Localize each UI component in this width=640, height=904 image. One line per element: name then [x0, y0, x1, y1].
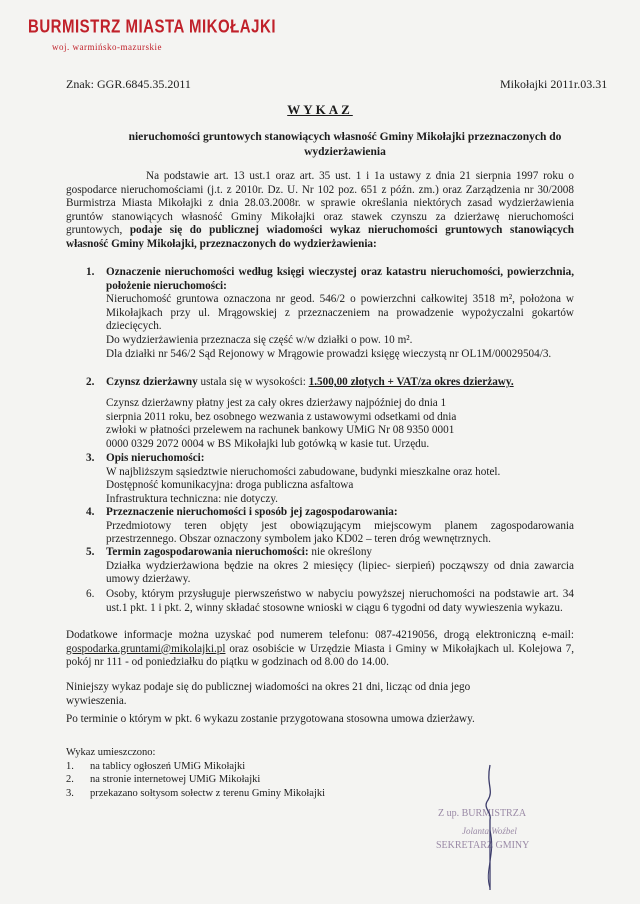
item-heading: Przeznaczenie nieruchomości i sposób jej zagospodarowania: [106, 506, 398, 518]
signature-stamp-line3: SEKRETARZ GMINY [436, 840, 530, 851]
item-text: Dostępność komunikacyjna: droga publiczna asfaltowa [106, 479, 354, 492]
item-text: Do wydzierżawienia przeznacza się część w/w działki o pow. 10 m². [106, 333, 413, 346]
item-heading: Oznaczenie nieruchomości według księgi wieczystej oraz katastru nieruchomości, powierzchnia, położenie nieruchomości: [106, 266, 574, 292]
posted-list-title: Wykaz umieszczono: [66, 747, 156, 758]
item-number: 1. [86, 266, 95, 278]
item-text: ustala się w wysokości: [197, 376, 309, 388]
handwritten-signature [460, 760, 520, 900]
signature-stamp-line2: Jolanta Woźbel [462, 826, 517, 836]
contact-email-link[interactable]: gospodarka.gruntami@mikolajki.pl [66, 642, 226, 655]
item-text: nie określony [308, 546, 373, 558]
intro-paragraph [66, 170, 574, 252]
item-number: 1. [66, 760, 74, 772]
signature-stamp-line1: Z up. BURMISTRZA [438, 808, 527, 819]
item-text: Infrastruktura techniczna: nie dotyczy. [106, 492, 278, 505]
item-text: Dla działki nr 546/2 Sąd Rejonowy w Mrągowie prowadzi księgę wieczystą nr OL1M/00029504/3. [106, 347, 552, 360]
item-number: 3. [66, 787, 74, 799]
intro-bold-text: podaje się do publicznej wiadomości wykaz nieruchomości gruntowych stanowiących własność Gminy Mikołajki, przeznaczonych do wydzierżawienia: [66, 224, 574, 250]
list-item-4 [86, 506, 574, 547]
contact-text: Dodatkowe informacje można uzyskać pod numerem telefonu: 087-4219056, drogą elektroniczną e-mail: [66, 629, 574, 641]
stamp-header: BURMISTRZ MIASTA MIKOŁAJKI [28, 16, 276, 38]
contact-paragraph [66, 629, 574, 670]
contact-text: oraz osobiście w Urzędzie Miasta i Gminy w Mikołajkach ul. Kolejowa 7, pokój nr 111 - od poniedziałku do piątku w godzinach od 8.00 do 14.00. [66, 642, 574, 669]
item-text: Działka wydzierżawiona będzie na okres 2 miesięcy (lipiec- sierpień) począwszy od dnia zawarcia umowy dzierżawy. [106, 559, 574, 586]
item-text: na stronie internetowej UMiG Mikołajki [90, 774, 261, 786]
list-item [66, 787, 325, 801]
item-text: Nieruchomość gruntowa oznaczona nr geod. 546/2 o powierzchni całkowitej 3518 m², położona w Mikołajkach przy ul. Mrągowskiej z przeznaczeniem na prowadzenie wypożyczalni gokartów dziecięcych. [106, 293, 574, 333]
item-heading: Opis nieruchomości: [106, 452, 205, 464]
document-title [0, 102, 640, 118]
item-text: na tablicy ogłoszeń UMiG Mikołajki [90, 760, 246, 772]
list-item [66, 760, 325, 774]
list-item-2 [86, 376, 574, 390]
item-number: 3. [86, 452, 95, 464]
item-number: 4. [86, 506, 95, 518]
posted-list [66, 746, 325, 800]
list-item-3 [86, 452, 574, 506]
stamp-subline: woj. warmińsko-mazurskie [52, 42, 162, 52]
list-item-6 [86, 588, 574, 615]
closing-paragraph: Po terminie o którym w pkt. 6 wykazu zostanie przygotowana stosowna umowa dzierżawy. [66, 713, 475, 725]
notice-paragraph: Niniejszy wykaz podaje się do publicznej wiadomości na okres 21 dni, licząc od dnia jego wywieszenia. [66, 681, 471, 707]
item-number: 6. [86, 588, 95, 600]
item-number: 2. [66, 774, 74, 786]
list-item-5 [86, 546, 574, 587]
title-text: WYKAZ [287, 102, 353, 117]
item-text: Osoby, którym przysługuje pierwszeństwo w nabyciu powyższej nieruchomości na podstawie art. 34 ust.1 pkt. 1 i pkt. 2, winny składać stosowne wnioski w ciągu 6 tygodni od daty wywieszenia wykazu. [106, 588, 574, 614]
list-item-1 [86, 266, 574, 361]
item-text: W najbliższym sąsiedztwie nieruchomości zabudowane, budynki mieszkalne oraz hotel. [106, 465, 501, 478]
intro-text: Na podstawie art. 13 ust.1 oraz art. 35 ust. 1 i 1a ustawy z dnia 21 sierpnia 1997 roku o gospodarce nieruchomościami (j.t. z 2010r. Dz. U. Nr 102 poz. 651 z późn. zm.) oraz Zarządzenia nr 30/2008 Burmistrza Miasta Mikołajki z dnia 28.03.2008r. w sprawie określania niektórych zasad wydzierżawienia gruntów stanowiących własność Gminy Mikołajki oraz stawek czynszu za dzierżawę nieruchomości gruntowych, [66, 170, 574, 237]
item-number: 2. [86, 376, 95, 388]
document-subtitle: nieruchomości gruntowych stanowiących własność Gminy Mikołajki przeznaczonych do wydzierżawienia [128, 131, 562, 158]
rent-amount: 1.500,00 złotych + VAT/za okres dzierżawy. [308, 376, 514, 388]
item-text: przekazano sołtysom sołectw z terenu Gminy Mikołajki [90, 787, 326, 799]
item-number: 5. [86, 546, 95, 558]
document-date: Mikołajki 2011r.03.31 [500, 77, 608, 91]
item-heading: Termin zagospodarowania nieruchomości: [106, 546, 309, 558]
item-heading: Czynsz dzierżawny [106, 376, 198, 388]
list-item [66, 773, 325, 787]
payment-paragraph: Czynsz dzierżawny płatny jest za cały okres dzierżawy najpóźniej do dnia 1 sierpnia 2011 roku, bez osobnego wezwania z ustawowymi odsetkami od dnia zwłoki w płatności przelewem na rachunek bankowy UMiG Nr 08 9350 0001 0000 0329 2072 0004 w BS Mikołajki lub gotówką w kasie tut. Urzędu. [106, 397, 457, 450]
document-reference: Znak: GGR.6845.35.2011 [66, 77, 191, 91]
item-text: Przedmiotowy teren objęty jest obowiązującym miejscowym planem zagospodarowania przestrzennego. Obszar oznaczony symbolem jako KD02 – teren dróg wewnętrznych. [106, 519, 574, 546]
